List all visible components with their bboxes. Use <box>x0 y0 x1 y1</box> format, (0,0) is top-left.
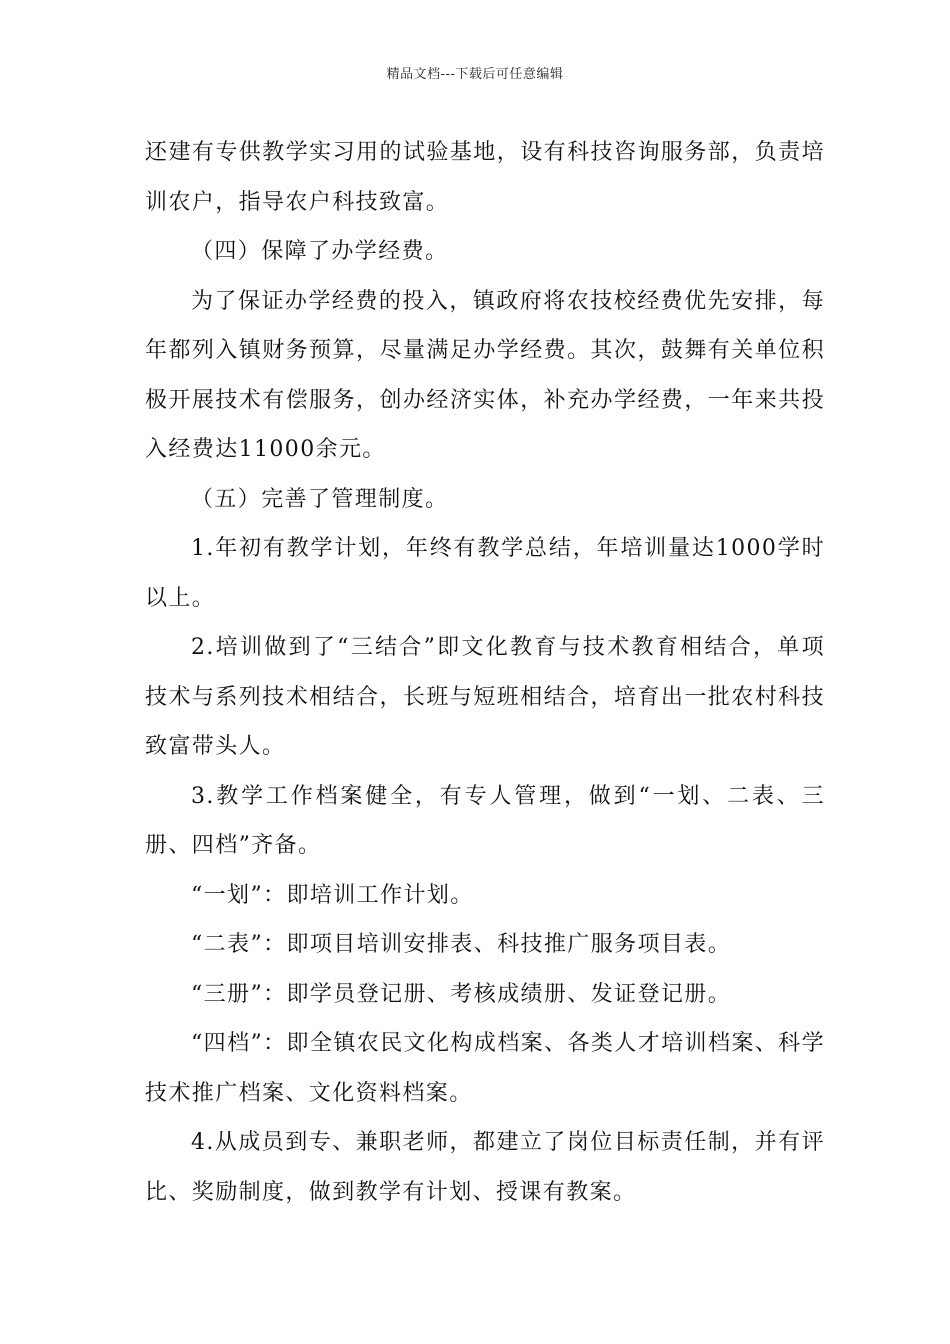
section-heading: （四）保障了办学经费。 <box>191 239 449 264</box>
list-item: 4.从成员到专、兼职老师，都建立了岗位目标责任制，并有评比、奖励制度，做到教学有计划、授课有教案。 <box>145 1130 825 1205</box>
list-item: 3.教学工作档案健全，有专人管理，做到“一划、二表、三册、四档”齐备。 <box>145 783 825 858</box>
definition-item: “一划”：即培训工作计划。 <box>191 882 474 908</box>
paragraph: 还建有专供教学实习用的试验基地，设有科技咨询服务部，负责培训农户，指导农户科技致富。 <box>145 140 825 215</box>
definition-item: “二表”：即项目培训安排表、科技推广服务项目表。 <box>191 932 732 957</box>
section-heading: （五）完善了管理制度。 <box>191 486 449 512</box>
definition-item: “三册”：即学员登记册、考核成绩册、发证登记册。 <box>191 981 732 1007</box>
list-item: 1.年初有教学计划，年终有教学总结，年培训量达1000学时以上。 <box>145 536 825 611</box>
page-header: 精品文档---下载后可任意编辑 <box>386 67 564 82</box>
definition-item: “四档”：即全镇农民文化构成档案、各类人才培训档案、科学技术推广档案、文化资料档案。 <box>145 1031 825 1106</box>
document-body <box>145 128 825 1217</box>
paragraph: 为了保证办学经费的投入，镇政府将农技校经费优先安排，每年都列入镇财务预算，尽量满足办学经费。其次，鼓舞有关单位积极开展技术有偿服务，创办经济实体，补充办学经费，一年来共投入经费达11000余元。 <box>145 288 825 462</box>
list-item: 2.培训做到了“三结合”即文化教育与技术教育相结合，单项技术与系列技术相结合，长班与短班相结合，培育出一批农村科技致富带头人。 <box>145 635 825 759</box>
